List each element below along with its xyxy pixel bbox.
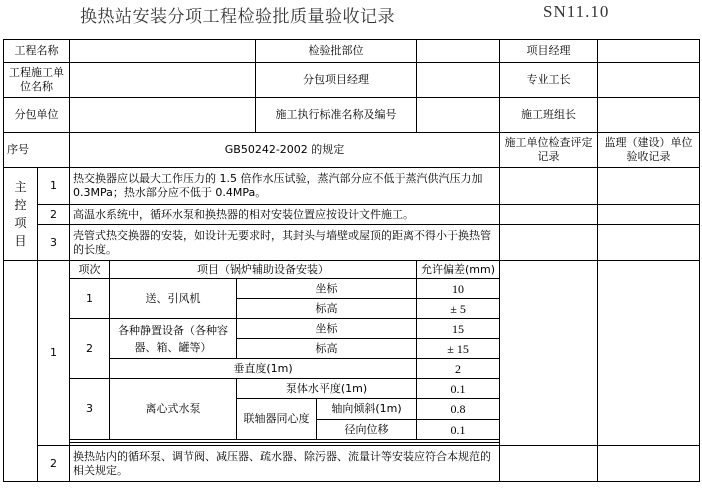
fan-elev-value: ± 5 — [417, 299, 500, 319]
info-row-3 — [4, 98, 700, 133]
general-no-2: 2 — [38, 446, 70, 482]
main-control-accept-3[interactable] — [598, 225, 700, 261]
sub-project-manager-value[interactable] — [417, 63, 500, 98]
general-accept-1[interactable] — [598, 261, 700, 446]
info-row-1 — [4, 40, 700, 63]
inspection-lot-label: 检验批部位 — [256, 40, 417, 63]
page-title: 换热站安装分项工程检验批质量验收记录 — [80, 7, 395, 27]
vessel-vert-value: 2 — [417, 359, 500, 379]
standard-label: 施工执行标准名称及编号 — [256, 98, 417, 133]
professional-foreman-value[interactable] — [598, 63, 700, 98]
sub-no-header: 项次 — [70, 261, 110, 279]
main-control-text-3: 壳管式热交换器的安装，如设计无要求时，其封头与墙壁或屋顶的距离不得小于换热管的长度。 — [70, 225, 500, 261]
construction-check-header: 施工单位检查评定记录 — [500, 133, 598, 168]
pump-no: 3 — [70, 379, 110, 440]
main-control-no-3: 3 — [38, 225, 70, 261]
radial-value: 0.1 — [417, 420, 500, 440]
radial-label: 径向位移 — [317, 420, 417, 440]
professional-foreman-label: 专业工长 — [500, 63, 598, 98]
main-control-no-1: 1 — [38, 168, 70, 205]
sub-project-manager-label: 分包项目经理 — [256, 63, 417, 98]
supervision-check-header: 监理（建设）单位验收记录 — [598, 133, 700, 168]
vessel-no: 2 — [70, 319, 110, 379]
main-control-accept-2[interactable] — [598, 205, 700, 225]
general-text-2: 换热站内的循环泵、调节阀、减压器、疏水器、除污器、流量计等安装应符合本规范的相关规定。 — [70, 446, 500, 482]
axial-value: 0.8 — [417, 399, 500, 420]
vessel-coord-label: 坐标 — [237, 319, 417, 339]
fan-coord-label: 坐标 — [237, 279, 417, 299]
main-control-row-2 — [4, 205, 700, 225]
fan-no: 1 — [70, 279, 110, 319]
main-control-check-1[interactable] — [500, 168, 598, 205]
main-control-no-2: 2 — [38, 205, 70, 225]
vessel-name: 各种静置设备（各种容器、箱、罐等） — [110, 319, 237, 359]
subcontractor-value[interactable] — [70, 98, 256, 133]
form-code: SN11.10 — [543, 2, 610, 21]
info-row-2 — [4, 63, 700, 98]
main-control-accept-1[interactable] — [598, 168, 700, 205]
fan-name: 送、引风机 — [110, 279, 237, 319]
pump-name: 离心式水泵 — [110, 379, 237, 440]
pump-level-label: 泵体水平度(1m) — [237, 379, 417, 399]
axial-label: 轴向倾斜(1m) — [317, 399, 417, 420]
spec-header: GB50242-2002 的规定 — [70, 133, 500, 168]
general-row-2 — [4, 446, 700, 482]
vessel-vert-label: 垂直度(1m) — [110, 359, 417, 379]
pump-level-value: 0.1 — [417, 379, 500, 399]
main-control-text-1: 热交换器应以最大工作压力的 1.5 倍作水压试验，蒸汽部分应不低于蒸汽供汽压力加 0.3MPa；热水部分应不低于 0.4MPa。 — [70, 168, 500, 205]
project-manager-value[interactable] — [598, 40, 700, 63]
inspection-record-table — [3, 39, 700, 482]
main-control-row-1 — [4, 168, 700, 205]
main-control-check-2[interactable] — [500, 205, 598, 225]
coupling-label: 联轴器同心度 — [237, 399, 317, 440]
construction-unit-value[interactable] — [70, 63, 256, 98]
fan-elev-label: 标高 — [237, 299, 417, 319]
sub-item-header: 项目（锅炉辅助设备安装） — [110, 261, 417, 279]
team-leader-value[interactable] — [598, 98, 700, 133]
main-control-text-2: 高温水系统中，循环水泵和换热器的相对安装位置应按设计文件施工。 — [70, 205, 500, 225]
main-control-label: 主控项目 — [4, 168, 38, 261]
fan-coord-value: 10 — [417, 279, 500, 299]
vessel-coord-value: 15 — [417, 319, 500, 339]
seq-header: 序号 — [4, 133, 70, 168]
project-name-value[interactable] — [70, 40, 256, 63]
column-header-row — [4, 133, 700, 168]
team-leader-label: 施工班组长 — [500, 98, 598, 133]
vessel-elev-value: ± 15 — [417, 339, 500, 359]
general-label-cell — [4, 261, 38, 482]
project-name-label: 工程名称 — [4, 40, 70, 63]
general-subheader-row — [4, 261, 700, 279]
subcontractor-label: 分包单位 — [4, 98, 70, 133]
main-control-row-3 — [4, 225, 700, 261]
general-no-1: 1 — [38, 261, 70, 446]
construction-unit-label: 工程施工单位名称 — [4, 63, 70, 98]
project-manager-label: 项目经理 — [500, 40, 598, 63]
standard-value[interactable] — [417, 98, 500, 133]
sub-tolerance-header: 允许偏差(mm) — [417, 261, 500, 279]
main-control-check-3[interactable] — [500, 225, 598, 261]
vessel-elev-label: 标高 — [237, 339, 417, 359]
general-accept-2[interactable] — [598, 446, 700, 482]
general-check-2[interactable] — [500, 446, 598, 482]
general-check-1[interactable] — [500, 261, 598, 446]
inspection-lot-value[interactable] — [417, 40, 500, 63]
